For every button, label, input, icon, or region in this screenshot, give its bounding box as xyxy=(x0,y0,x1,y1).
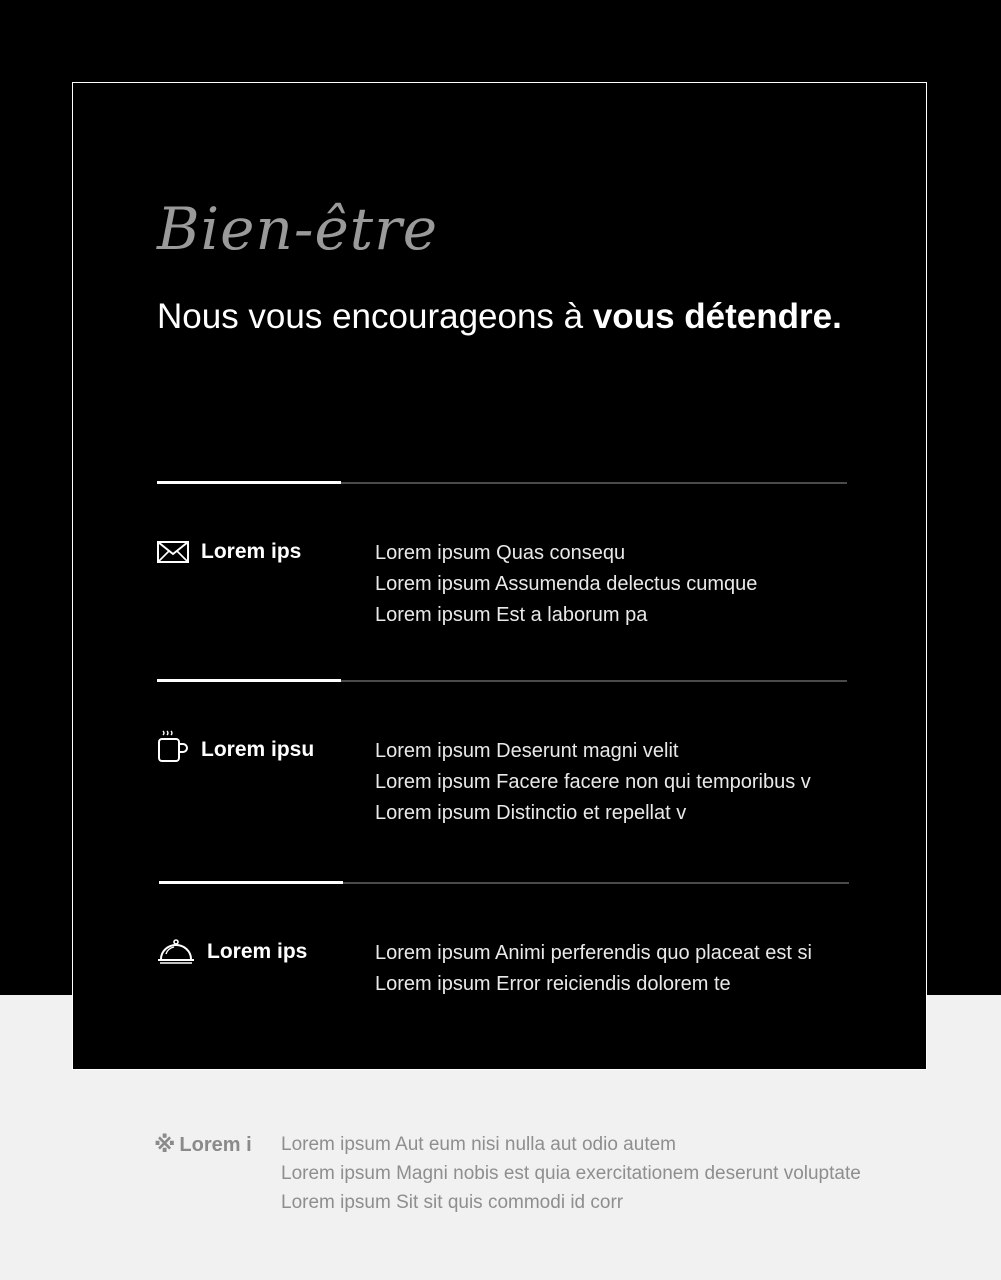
divider-accent xyxy=(157,679,341,682)
serving-cloche-icon xyxy=(157,938,195,966)
section-line: Lorem ipsum Deserunt magni velit xyxy=(375,740,679,762)
section-divider xyxy=(159,882,849,884)
footnote-line: Lorem ipsum Aut eum nisi nulla aut odio autem xyxy=(281,1134,676,1155)
section-title: Lorem ips xyxy=(201,540,302,563)
footnote-line: Lorem ipsum Magni nobis est quia exercitationem deserunt voluptate xyxy=(281,1163,861,1184)
divider-accent xyxy=(159,881,343,884)
headline-regular: Nous vous encourageons à xyxy=(157,297,593,336)
section-divider xyxy=(157,482,847,484)
reference-mark-icon: ※ xyxy=(154,1132,176,1157)
footnote-header xyxy=(154,1132,252,1158)
script-title: Bien-être xyxy=(157,195,439,263)
section-line: Lorem ipsum Quas consequ xyxy=(375,542,626,564)
section-line: Lorem ipsum Error reiciendis dolorem te xyxy=(375,973,731,995)
section-divider xyxy=(157,680,847,682)
divider-accent xyxy=(157,481,341,484)
envelope-icon xyxy=(157,540,189,564)
section-title: Lorem ips xyxy=(207,940,308,963)
section-line: Lorem ipsum Distinctio et repellat v xyxy=(375,802,687,824)
section-lines xyxy=(375,736,811,829)
section-header xyxy=(157,538,301,566)
footnote-line: Lorem ipsum Sit sit quis commodi id corr xyxy=(281,1192,624,1213)
coffee-mug-icon xyxy=(157,736,189,764)
section-header xyxy=(157,938,307,966)
section-line: Lorem ipsum Facere facere non qui temporibus v xyxy=(375,771,811,793)
footnote-title: Lorem i xyxy=(179,1133,252,1156)
footnote xyxy=(154,1130,874,1230)
headline xyxy=(157,297,842,337)
section-line: Lorem ipsum Assumenda delectus cumque xyxy=(375,573,758,595)
section-line: Lorem ipsum Est a laborum pa xyxy=(375,604,648,626)
section-line: Lorem ipsum Animi perferendis quo placeat est si xyxy=(375,942,812,964)
wellness-card xyxy=(72,82,927,1070)
section-header xyxy=(157,736,314,764)
section-title: Lorem ipsu xyxy=(201,738,315,761)
headline-bold: vous détendre. xyxy=(592,297,842,336)
section-lines xyxy=(375,938,812,1000)
footnote-lines xyxy=(281,1130,861,1217)
section-lines xyxy=(375,538,757,631)
